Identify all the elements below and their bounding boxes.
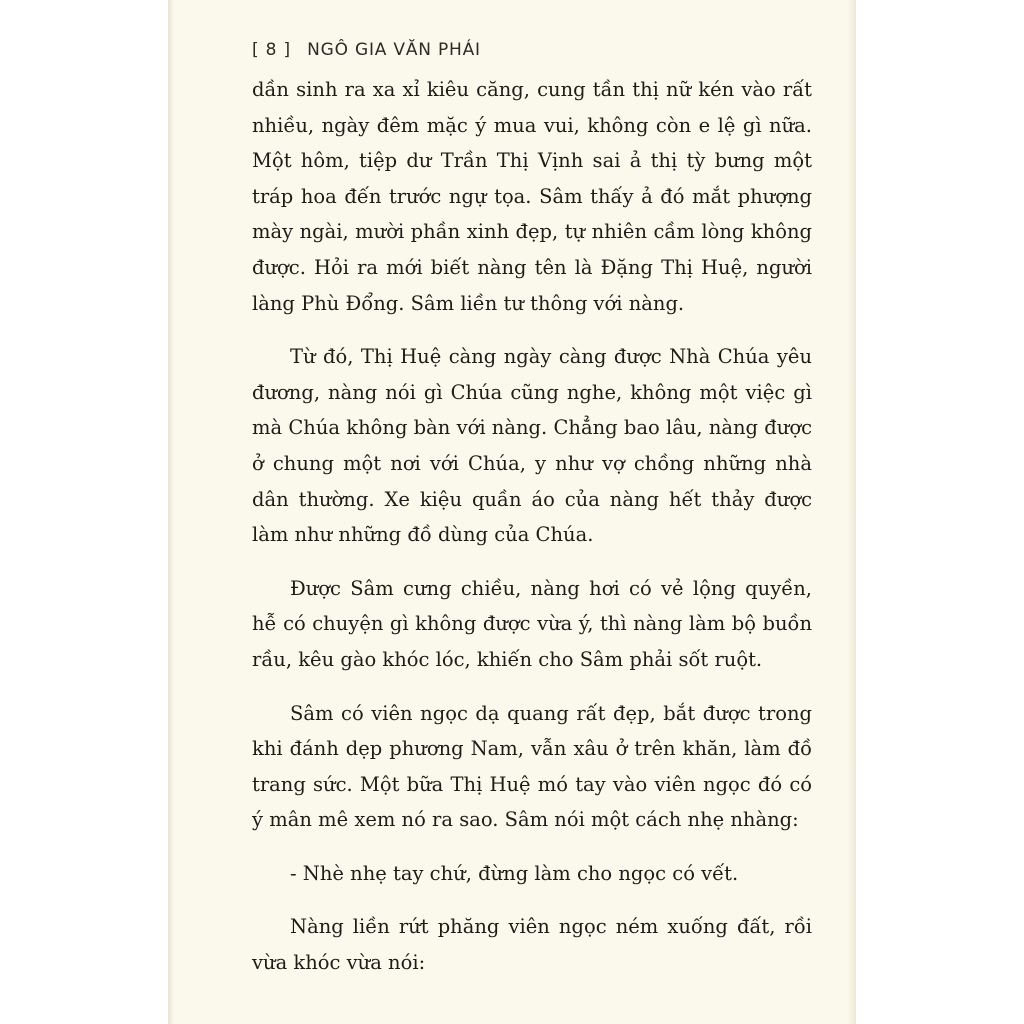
page-edge-shadow-left — [168, 0, 174, 1024]
text-line: làng Phù Đổng. Sâm liền tư thông với nàng. — [252, 291, 685, 315]
text-line: Một hôm, tiệp dư Trần Thị Vịnh sai ả thị tỳ bưng một — [252, 149, 812, 173]
text-line: Được Sâm cưng chiều, nàng hơi có vẻ lộng quyền, — [290, 576, 812, 600]
text-line: ý mân mê xem nó ra sao. Sâm nói một cách nhẹ nhàng: — [252, 808, 799, 832]
paragraph-gap — [252, 678, 812, 696]
text-line: rầu, kêu gào khóc lóc, khiến cho Sâm phải sốt ruột. — [252, 647, 763, 671]
text-line: khi đánh dẹp phương Nam, vẫn xâu ở trên khăn, làm đồ — [252, 737, 812, 761]
text-line: tráp hoa đến trước ngự tọa. Sâm thấy ả đó mắt phượng — [252, 184, 812, 208]
paragraph — [252, 909, 812, 980]
text-line: Sâm có viên ngọc dạ quang rất đẹp, bắt được trong — [290, 701, 812, 725]
text-line: làm như những đồ dùng của Chúa. — [252, 523, 594, 547]
page-edge-shadow-right — [848, 0, 856, 1024]
text-line: nhiều, ngày đêm mặc ý mua vui, không còn e lệ gì nữa. — [252, 113, 812, 137]
text-line: hễ có chuyện gì không được vừa ý, thì nàng làm bộ buồn — [252, 612, 812, 636]
running-header — [252, 40, 481, 60]
body-text — [252, 72, 812, 981]
text-line: Từ đó, Thị Huệ càng ngày càng được Nhà Chúa yêu — [290, 345, 812, 369]
text-line: đương, nàng nói gì Chúa cũng nghe, không một việc gì — [252, 380, 812, 404]
text-line: dân thường. Xe kiệu quần áo của nàng hết thảy được — [252, 487, 812, 511]
paragraph — [252, 72, 812, 321]
paragraph-gap — [252, 321, 812, 339]
text-line: mà Chúa không bàn với nàng. Chẳng bao lâu, nàng được — [252, 416, 812, 440]
text-line: trang sức. Một bữa Thị Huệ mó tay vào viên ngọc đó có — [252, 772, 812, 796]
paragraph — [252, 339, 812, 553]
text-line: - Nhè nhẹ tay chứ, đừng làm cho ngọc có vết. — [290, 861, 739, 885]
text-line: dần sinh ra xa xỉ kiêu căng, cung tần thị nữ kén vào rất — [252, 78, 812, 101]
paragraph-gap — [252, 838, 812, 856]
paragraph-gap — [252, 553, 812, 571]
text-line: được. Hỏi ra mới biết nàng tên là Đặng Thị Huệ, người — [252, 255, 812, 279]
page-number: [ 8 ] — [252, 40, 291, 60]
text-line: ở chung một nơi với Chúa, y như vợ chồng những nhà — [252, 451, 812, 475]
text-line: mày ngài, mười phần xinh đẹp, tự nhiên cầm lòng không — [252, 220, 812, 244]
paragraph — [252, 696, 812, 838]
text-line: Nàng liền rứt phăng viên ngọc ném xuống đất, rồi — [290, 915, 812, 939]
text-line: vừa khóc vừa nói: — [252, 951, 426, 975]
paragraph-gap — [252, 891, 812, 909]
paragraph — [252, 571, 812, 678]
book-title: NGÔ GIA VĂN PHÁI — [307, 40, 481, 60]
book-page — [168, 0, 856, 1024]
paragraph-dialogue — [252, 856, 812, 892]
